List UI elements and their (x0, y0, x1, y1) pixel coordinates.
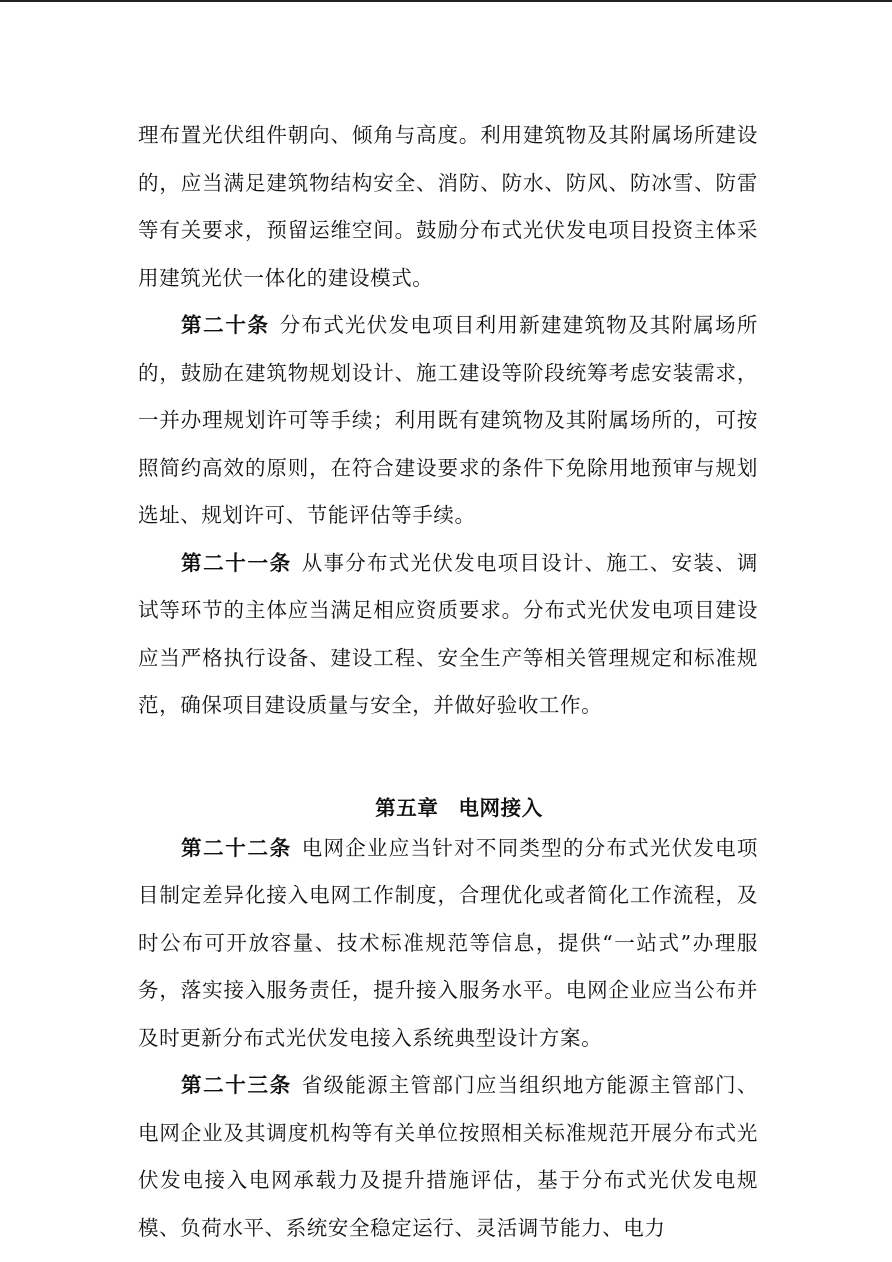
document-page (138, 112, 758, 1252)
article-number: 第二十二条 (181, 835, 292, 860)
article-number: 第二十三条 (181, 1073, 292, 1097)
chapter-number: 第五章 (375, 795, 439, 820)
article-21 (138, 540, 758, 730)
page-top-border (0, 0, 892, 2)
article-text: 省级能源主管部门应当组织地方能源主管部门、电网企业及其调度机构等有关单位按照相关标准规范开展分布式光伏发电接入电网承载力及提升措施评估，基于分布式光伏发电规模、负荷水平、系统安全稳定运行、灵活调节能力、电力 (138, 1073, 758, 1240)
article-text: 分布式光伏发电项目利用新建建筑物及其附属场所的，鼓励在建筑物规划设计、施工建设等阶段统筹考虑安装需求，一并办理规划许可等手续；利用既有建筑物及其附属场所的，可按照简约高效的原则，在符合建设要求的条件下免除用地预审与规划选址、规划许可、节能评估等手续。 (138, 313, 758, 527)
article-text: 电网企业应当针对不同类型的分布式光伏发电项目制定差异化接入电网工作制度，合理优化或者简化工作流程，及时公布可开放容量、技术标准规范等信息，提供“一站式”办理服务，落实接入服务责任，提升接入服务水平。电网企业应当公布并及时更新分布式光伏发电接入系统典型设计方案。 (138, 835, 758, 1050)
paragraph-continued (138, 112, 758, 302)
paragraph-text: 理布置光伏组件朝向、倾角与高度。利用建筑物及其附属场所建设的，应当满足建筑物结构安全、消防、防水、防风、防冰雪、防雷等有关要求，预留运维空间。鼓励分布式光伏发电项目投资主体采用建筑光伏一体化的建设模式。 (138, 123, 758, 290)
chapter-heading (138, 730, 758, 825)
article-23 (138, 1062, 758, 1252)
chapter-title: 电网接入 (458, 795, 543, 820)
article-22 (138, 825, 758, 1063)
article-text: 从事分布式光伏发电项目设计、施工、安装、调试等环节的主体应当满足相应资质要求。分布式光伏发电项目建设应当严格执行设备、建设工程、安全生产等相关管理规定和标准规范，确保项目建设质量与安全，并做好验收工作。 (138, 550, 758, 717)
article-number: 第二十条 (181, 313, 270, 337)
article-number: 第二十一条 (181, 550, 292, 575)
article-20 (138, 302, 758, 540)
